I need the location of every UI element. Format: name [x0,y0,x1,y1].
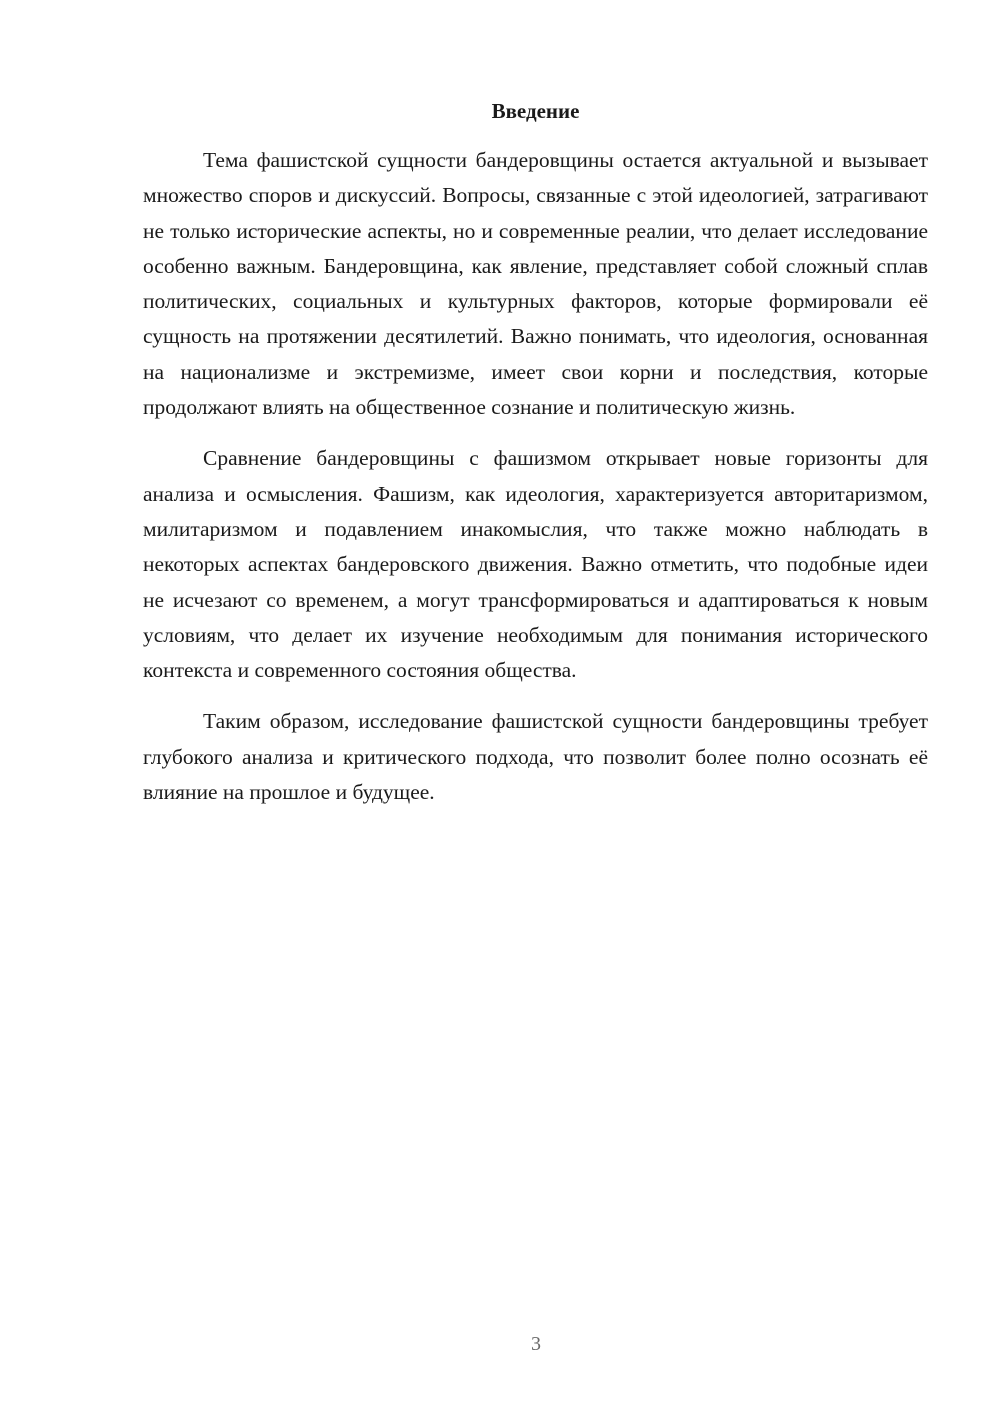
paragraph-1: Тема фашистской сущности бандеровщины остается актуальной и вызывает множество споров и дискуссий. Вопросы, связанные с этой идеологией, затрагивают не только исторические аспекты, но и современные реалии, что делает исследование особенно важным. Бандеровщина, как явление, представляет собой сложный сплав политических, социальных и культурных факторов, которые формировали её сущность на протяжении десятилетий. Важно понимать, что идеология, основанная на национализме и экстремизме, имеет свои корни и последствия, которые продолжают влиять на общественное сознание и политическую жизнь. [143,148,928,420]
section-heading: Введение [491,99,580,123]
page-content [143,95,928,826]
paragraph-3: Таким образом, исследование фашистской сущности бандеровщины требует глубокого анализа и критического подхода, что позволит более полно осознать её влияние на прошлое и будущее. [143,709,928,805]
paragraph-2: Сравнение бандеровщины с фашизмом открывает новые горизонты для анализа и осмысления. Фашизм, как идеология, характеризуется авторитаризмом, милитаризмом и подавлением инакомыслия, что также можно наблюдать в некоторых аспектах бандеровского движения. Важно отметить, что подобные идеи не исчезают со временем, а могут трансформироваться и адаптироваться к новым условиям, что делает их изучение необходимым для понимания исторического контекста и современного состояния общества. [143,446,928,683]
page-number: 3 [531,1333,541,1355]
